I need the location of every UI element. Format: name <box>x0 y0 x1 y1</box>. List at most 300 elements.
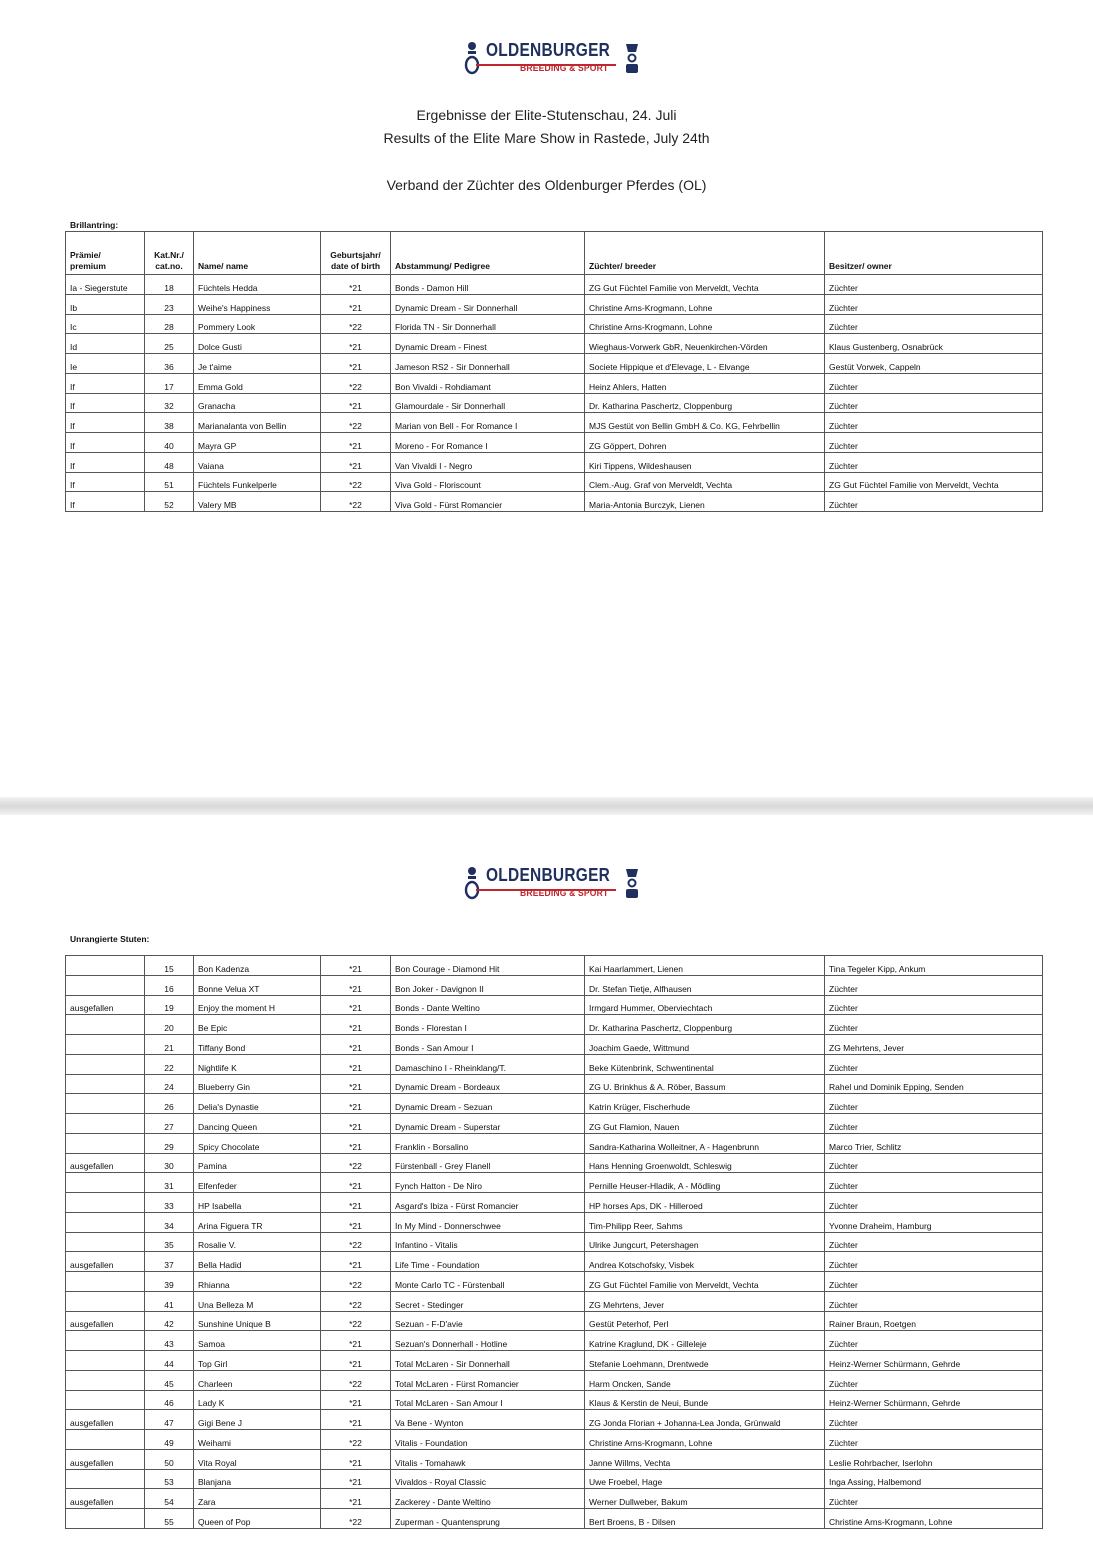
cell-catno: 40 <box>145 433 194 453</box>
table-row <box>66 1074 1043 1094</box>
cell-name: Granacha <box>194 393 321 413</box>
cell-name: Spicy Chocolate <box>194 1133 321 1153</box>
cell-catno: 35 <box>145 1232 194 1252</box>
cell-premium <box>66 1469 145 1489</box>
table-row <box>66 1390 1043 1410</box>
cell-premium <box>66 1390 145 1410</box>
cell-owner: Züchter <box>825 373 1043 393</box>
cell-catno: 24 <box>145 1074 194 1094</box>
cell-catno: 16 <box>145 975 194 995</box>
association-name: Verband der Züchter des Oldenburger Pferdes (OL) <box>386 177 707 193</box>
cell-breeder: Clem.-Aug. Graf von Merveldt, Vechta <box>585 472 825 492</box>
cell-owner: Züchter <box>825 1252 1043 1272</box>
cell-breeder: Uwe Froebel, Hage <box>585 1469 825 1489</box>
cell-dob: *21 <box>321 1015 391 1035</box>
cell-breeder: Societe Hippique et d'Elevage, L - Elvange <box>585 354 825 374</box>
horse-emblem-icon <box>462 40 482 76</box>
cell-breeder: Beke Kütenbrink, Schwentinental <box>585 1054 825 1074</box>
table-row <box>66 956 1043 976</box>
cell-owner: Marco Trier, Schlitz <box>825 1133 1043 1153</box>
crest-icon <box>622 40 642 76</box>
cell-owner: Züchter <box>825 1114 1043 1134</box>
table-row <box>66 1212 1043 1232</box>
cell-dob: *21 <box>321 1469 391 1489</box>
cell-pedigree: Total McLaren - San Amour I <box>391 1390 585 1410</box>
cell-breeder: Gestüt Peterhof, Perl <box>585 1311 825 1331</box>
cell-pedigree: Vitalis - Foundation <box>391 1430 585 1450</box>
cell-breeder: ZG Gut Füchtel Familie von Merveldt, Vechta <box>585 1272 825 1292</box>
cell-premium: Ie <box>66 354 145 374</box>
cell-owner: Rainer Braun, Roetgen <box>825 1311 1043 1331</box>
table-row <box>66 334 1043 354</box>
cell-dob: *22 <box>321 1430 391 1450</box>
cell-name: Bella Hadid <box>194 1252 321 1272</box>
cell-pedigree: Glamourdale - Sir Donnerhall <box>391 393 585 413</box>
cell-breeder: Pernille Heuser-Hladik, A - Mödling <box>585 1173 825 1193</box>
cell-pedigree: Bonds - San Amour I <box>391 1035 585 1055</box>
cell-name: Vaiana <box>194 452 321 472</box>
cell-catno: 46 <box>145 1390 194 1410</box>
cell-name: Elfenfeder <box>194 1173 321 1193</box>
cell-dob: *21 <box>321 1193 391 1213</box>
cell-pedigree: Zackerey - Dante Weltino <box>391 1489 585 1509</box>
cell-pedigree: Damaschino I - Rheinklang/T. <box>391 1054 585 1074</box>
cell-premium <box>66 1430 145 1450</box>
cell-premium: ausgefallen <box>66 995 145 1015</box>
cell-name: Füchtels Funkelperle <box>194 472 321 492</box>
cell-breeder: Katrin Krüger, Fischerhude <box>585 1094 825 1114</box>
cell-premium: Ia - Siegerstute <box>66 275 145 295</box>
cell-breeder: Kiri Tippens, Wildeshausen <box>585 452 825 472</box>
cell-premium: If <box>66 393 145 413</box>
cell-pedigree: Viva Gold - Floriscount <box>391 472 585 492</box>
cell-name: Weihe's Happiness <box>194 294 321 314</box>
cell-catno: 43 <box>145 1331 194 1351</box>
cell-pedigree: Sezuan's Donnerhall - Hotline <box>391 1331 585 1351</box>
cell-pedigree: Bonds - Florestan I <box>391 1015 585 1035</box>
cell-pedigree: Life Time - Foundation <box>391 1252 585 1272</box>
cell-owner: Züchter <box>825 294 1043 314</box>
cell-breeder: HP horses Aps, DK - Hilleroed <box>585 1193 825 1213</box>
cell-pedigree: Bon Courage - Diamond Hit <box>391 956 585 976</box>
table-row <box>66 1331 1043 1351</box>
table-row <box>66 975 1043 995</box>
cell-pedigree: Dynamic Dream - Sezuan <box>391 1094 585 1114</box>
cell-name: Blanjana <box>194 1469 321 1489</box>
cell-breeder: Irmgard Hummer, Oberviechtach <box>585 995 825 1015</box>
cell-dob: *22 <box>321 314 391 334</box>
table-row <box>66 1252 1043 1272</box>
cell-owner: Tina Tegeler Kipp, Ankum <box>825 956 1043 976</box>
cell-premium: Ic <box>66 314 145 334</box>
cell-dob: *22 <box>321 1370 391 1390</box>
cell-dob: *21 <box>321 956 391 976</box>
cell-dob: *21 <box>321 354 391 374</box>
cell-catno: 34 <box>145 1212 194 1232</box>
cell-owner: Züchter <box>825 1489 1043 1509</box>
cell-breeder: Tim-Philipp Reer, Sahms <box>585 1212 825 1232</box>
cell-owner: Inga Assing, Halbemond <box>825 1469 1043 1489</box>
cell-catno: 51 <box>145 472 194 492</box>
cell-pedigree: Bonds - Damon Hill <box>391 275 585 295</box>
cell-owner: Rahel und Dominik Epping, Senden <box>825 1074 1043 1094</box>
cell-dob: *21 <box>321 334 391 354</box>
cell-dob: *22 <box>321 413 391 433</box>
cell-pedigree: Monte Carlo TC - Fürstenball <box>391 1272 585 1292</box>
table-row <box>66 995 1043 1015</box>
cell-dob: *21 <box>321 1449 391 1469</box>
cell-catno: 18 <box>145 275 194 295</box>
cell-dob: *21 <box>321 1114 391 1134</box>
cell-owner: Züchter <box>825 1291 1043 1311</box>
cell-breeder: Andrea Kotschofsky, Visbek <box>585 1252 825 1272</box>
cell-pedigree: Marian von Bell - For Romance I <box>391 413 585 433</box>
cell-catno: 55 <box>145 1509 194 1529</box>
cell-premium <box>66 1331 145 1351</box>
cell-breeder: Maria-Antonia Burczyk, Lienen <box>585 492 825 512</box>
cell-dob: *21 <box>321 1331 391 1351</box>
cell-catno: 25 <box>145 334 194 354</box>
cell-owner: ZG Mehrtens, Jever <box>825 1035 1043 1055</box>
cell-dob: *21 <box>321 1133 391 1153</box>
header-catno: Kat.Nr./ cat.no. <box>145 232 194 275</box>
cell-pedigree: Franklin - Borsalino <box>391 1133 585 1153</box>
cell-breeder: Joachim Gaede, Wittmund <box>585 1035 825 1055</box>
section-label-unrangiert: Unrangierte Stuten: <box>70 934 150 944</box>
cell-dob: *21 <box>321 1489 391 1509</box>
cell-dob: *21 <box>321 433 391 453</box>
cell-pedigree: Jameson RS2 - Sir Donnerhall <box>391 354 585 374</box>
table-row <box>66 1410 1043 1430</box>
cell-name: Nightlife K <box>194 1054 321 1074</box>
cell-premium <box>66 1074 145 1094</box>
cell-catno: 53 <box>145 1469 194 1489</box>
cell-catno: 17 <box>145 373 194 393</box>
cell-pedigree: Infantino - Vitalis <box>391 1232 585 1252</box>
cell-breeder: Dr. Katharina Paschertz, Cloppenburg <box>585 1015 825 1035</box>
cell-name: Tiffany Bond <box>194 1035 321 1055</box>
cell-premium <box>66 1114 145 1134</box>
cell-breeder: Kai Haarlammert, Lienen <box>585 956 825 976</box>
title-german: Ergebnisse der Elite-Stutenschau, 24. Juli <box>416 107 677 123</box>
table-row <box>66 1015 1043 1035</box>
cell-catno: 26 <box>145 1094 194 1114</box>
brillantring-table <box>65 231 1043 512</box>
cell-catno: 19 <box>145 995 194 1015</box>
cell-name: Enjoy the moment H <box>194 995 321 1015</box>
cell-owner: Züchter <box>825 1370 1043 1390</box>
cell-name: Blueberry Gin <box>194 1074 321 1094</box>
cell-premium: ausgefallen <box>66 1449 145 1469</box>
cell-catno: 29 <box>145 1133 194 1153</box>
cell-breeder: Katrine Kraglund, DK - Gilleleje <box>585 1331 825 1351</box>
cell-owner: Züchter <box>825 1331 1043 1351</box>
table-row <box>66 1311 1043 1331</box>
cell-catno: 44 <box>145 1351 194 1371</box>
cell-pedigree: Moreno - For Romance I <box>391 433 585 453</box>
cell-pedigree: Sezuan - F-D'avie <box>391 1311 585 1331</box>
cell-breeder: Bert Broens, B - Dilsen <box>585 1509 825 1529</box>
cell-name: Vita Royal <box>194 1449 321 1469</box>
header-breeder: Züchter/ breeder <box>585 232 825 275</box>
cell-dob: *21 <box>321 393 391 413</box>
cell-breeder: Werner Dullweber, Bakum <box>585 1489 825 1509</box>
cell-dob: *21 <box>321 452 391 472</box>
cell-dob: *22 <box>321 1232 391 1252</box>
cell-pedigree: Total McLaren - Sir Donnerhall <box>391 1351 585 1371</box>
cell-catno: 41 <box>145 1291 194 1311</box>
cell-dob: *21 <box>321 1410 391 1430</box>
cell-catno: 27 <box>145 1114 194 1134</box>
document-page-2 <box>0 815 1093 1556</box>
cell-name: Top Girl <box>194 1351 321 1371</box>
cell-catno: 28 <box>145 314 194 334</box>
table-row <box>66 1449 1043 1469</box>
cell-breeder: Klaus & Kerstin de Neui, Bunde <box>585 1390 825 1410</box>
cell-owner: Züchter <box>825 492 1043 512</box>
cell-dob: *22 <box>321 1509 391 1529</box>
cell-breeder: ZG Mehrtens, Jever <box>585 1291 825 1311</box>
cell-premium: If <box>66 492 145 512</box>
cell-owner: Züchter <box>825 1193 1043 1213</box>
cell-premium: If <box>66 373 145 393</box>
cell-pedigree: Viva Gold - Fürst Romancier <box>391 492 585 512</box>
cell-dob: *22 <box>321 492 391 512</box>
cell-premium: ausgefallen <box>66 1311 145 1331</box>
cell-premium: Ib <box>66 294 145 314</box>
cell-pedigree: In My Mind - Donnerschwee <box>391 1212 585 1232</box>
cell-premium <box>66 1094 145 1114</box>
cell-name: Gigi Bene J <box>194 1410 321 1430</box>
table-row <box>66 1094 1043 1114</box>
table-row <box>66 1509 1043 1529</box>
cell-breeder: Stefanie Loehmann, Drentwede <box>585 1351 825 1371</box>
section-label-brillantring: Brillantring: <box>70 220 119 230</box>
cell-dob: *21 <box>321 1074 391 1094</box>
cell-breeder: MJS Gestüt von Bellin GmbH & Co. KG, Fehrbellin <box>585 413 825 433</box>
cell-name: Valery MB <box>194 492 321 512</box>
cell-owner: Züchter <box>825 1430 1043 1450</box>
cell-name: Pamina <box>194 1153 321 1173</box>
cell-dob: *21 <box>321 1054 391 1074</box>
cell-catno: 37 <box>145 1252 194 1272</box>
table-row <box>66 1430 1043 1450</box>
table-row <box>66 472 1043 492</box>
page-separator <box>0 797 1093 815</box>
cell-breeder: Sandra-Katharina Wolleitner, A - Hagenbrunn <box>585 1133 825 1153</box>
cell-catno: 23 <box>145 294 194 314</box>
cell-premium: If <box>66 472 145 492</box>
oldenburger-logo <box>458 865 643 905</box>
table-row <box>66 413 1043 433</box>
table-row <box>66 1489 1043 1509</box>
cell-breeder: Dr. Katharina Paschertz, Cloppenburg <box>585 393 825 413</box>
cell-pedigree: Secret - Stedinger <box>391 1291 585 1311</box>
cell-name: Be Epic <box>194 1015 321 1035</box>
cell-name: Bonne Velua XT <box>194 975 321 995</box>
cell-breeder: ZG Gut Flamion, Nauen <box>585 1114 825 1134</box>
cell-catno: 52 <box>145 492 194 512</box>
cell-breeder: Harm Oncken, Sande <box>585 1370 825 1390</box>
cell-catno: 32 <box>145 393 194 413</box>
cell-dob: *22 <box>321 1153 391 1173</box>
cell-premium <box>66 1054 145 1074</box>
cell-owner: Züchter <box>825 1094 1043 1114</box>
table-row <box>66 1173 1043 1193</box>
cell-dob: *21 <box>321 1173 391 1193</box>
table-row <box>66 1291 1043 1311</box>
cell-name: Weihami <box>194 1430 321 1450</box>
cell-owner: Klaus Gustenberg, Osnabrück <box>825 334 1043 354</box>
cell-catno: 42 <box>145 1311 194 1331</box>
cell-name: Dancing Queen <box>194 1114 321 1134</box>
cell-owner: Züchter <box>825 393 1043 413</box>
cell-premium <box>66 1351 145 1371</box>
cell-owner: Züchter <box>825 1153 1043 1173</box>
cell-owner: Züchter <box>825 1173 1043 1193</box>
header-premium: Prämie/ premium <box>66 232 145 275</box>
cell-premium <box>66 1272 145 1292</box>
cell-dob: *21 <box>321 275 391 295</box>
cell-dob: *21 <box>321 1094 391 1114</box>
table-row <box>66 354 1043 374</box>
cell-owner: Züchter <box>825 433 1043 453</box>
cell-premium <box>66 1015 145 1035</box>
logo-brand-text: OLDENBURGER <box>486 865 611 885</box>
cell-pedigree: Asgard's Ibiza - Fürst Romancier <box>391 1193 585 1213</box>
cell-premium: ausgefallen <box>66 1489 145 1509</box>
logo-sub-text: BREEDING & SPORT <box>520 63 609 74</box>
table-row <box>66 294 1043 314</box>
table-row <box>66 1351 1043 1371</box>
cell-dob: *21 <box>321 1212 391 1232</box>
cell-breeder: Christine Arns-Krogmann, Lohne <box>585 314 825 334</box>
logo-brand-text: OLDENBURGER <box>486 40 611 60</box>
cell-premium <box>66 1035 145 1055</box>
cell-premium <box>66 1193 145 1213</box>
cell-breeder: Heinz Ahlers, Hatten <box>585 373 825 393</box>
cell-pedigree: Dynamic Dream - Bordeaux <box>391 1074 585 1094</box>
cell-premium <box>66 1291 145 1311</box>
cell-catno: 54 <box>145 1489 194 1509</box>
cell-name: Rosalie V. <box>194 1232 321 1252</box>
oldenburger-logo <box>458 40 643 80</box>
cell-owner: Züchter <box>825 452 1043 472</box>
cell-name: Pommery Look <box>194 314 321 334</box>
cell-owner: Yvonne Draheim, Hamburg <box>825 1212 1043 1232</box>
cell-dob: *21 <box>321 1252 391 1272</box>
cell-dob: *22 <box>321 1291 391 1311</box>
cell-catno: 47 <box>145 1410 194 1430</box>
cell-breeder: Christine Arns-Krogmann, Lohne <box>585 294 825 314</box>
cell-dob: *21 <box>321 1351 391 1371</box>
cell-breeder: Wieghaus-Vorwerk GbR, Neuenkirchen-Vörden <box>585 334 825 354</box>
cell-owner: Züchter <box>825 975 1043 995</box>
table-row <box>66 1153 1043 1173</box>
table-row <box>66 373 1043 393</box>
cell-premium <box>66 1133 145 1153</box>
cell-name: Rhianna <box>194 1272 321 1292</box>
cell-name: Delia's Dynastie <box>194 1094 321 1114</box>
cell-owner: Züchter <box>825 1410 1043 1430</box>
cell-premium: ausgefallen <box>66 1252 145 1272</box>
cell-owner: Heinz-Werner Schürmann, Gehrde <box>825 1351 1043 1371</box>
cell-name: Sunshine Unique B <box>194 1311 321 1331</box>
cell-catno: 30 <box>145 1153 194 1173</box>
cell-owner: Züchter <box>825 995 1043 1015</box>
table-row <box>66 393 1043 413</box>
cell-pedigree: Dynamic Dream - Finest <box>391 334 585 354</box>
cell-catno: 31 <box>145 1173 194 1193</box>
cell-owner: ZG Gut Füchtel Familie von Merveldt, Vechta <box>825 472 1043 492</box>
header-name: Name/ name <box>194 232 321 275</box>
header-owner: Besitzer/ owner <box>825 232 1043 275</box>
cell-name: Dolce Gusti <box>194 334 321 354</box>
cell-name: Lady K <box>194 1390 321 1410</box>
cell-name: Queen of Pop <box>194 1509 321 1529</box>
cell-catno: 36 <box>145 354 194 374</box>
cell-pedigree: Bonds - Dante Weltino <box>391 995 585 1015</box>
cell-owner: Züchter <box>825 1015 1043 1035</box>
logo-sub-text: BREEDING & SPORT <box>520 888 609 899</box>
cell-owner: Züchter <box>825 413 1043 433</box>
cell-premium <box>66 1370 145 1390</box>
cell-dob: *21 <box>321 1390 391 1410</box>
cell-premium: If <box>66 452 145 472</box>
cell-owner: Züchter <box>825 1054 1043 1074</box>
table-row <box>66 492 1043 512</box>
cell-premium: If <box>66 433 145 453</box>
cell-dob: *22 <box>321 1311 391 1331</box>
cell-name: HP Isabella <box>194 1193 321 1213</box>
cell-premium <box>66 1173 145 1193</box>
cell-catno: 48 <box>145 452 194 472</box>
table-row <box>66 275 1043 295</box>
cell-catno: 49 <box>145 1430 194 1450</box>
cell-owner: Züchter <box>825 314 1043 334</box>
table-row <box>66 1035 1043 1055</box>
unranked-mares-table <box>65 955 1043 1529</box>
cell-dob: *21 <box>321 995 391 1015</box>
cell-owner: Leslie Rohrbacher, Iserlohn <box>825 1449 1043 1469</box>
cell-name: Emma Gold <box>194 373 321 393</box>
cell-pedigree: Vitalis - Tomahawk <box>391 1449 585 1469</box>
cell-dob: *22 <box>321 373 391 393</box>
cell-pedigree: Bon Joker - Davignon II <box>391 975 585 995</box>
cell-pedigree: Zuperman - Quantensprung <box>391 1509 585 1529</box>
cell-catno: 39 <box>145 1272 194 1292</box>
cell-pedigree: Dynamic Dream - Sir Donnerhall <box>391 294 585 314</box>
cell-owner: Heinz-Werner Schürmann, Gehrde <box>825 1390 1043 1410</box>
cell-name: Marianalanta von Bellin <box>194 413 321 433</box>
cell-catno: 21 <box>145 1035 194 1055</box>
cell-premium <box>66 975 145 995</box>
table-row <box>66 1272 1043 1292</box>
cell-breeder: ZG Göppert, Dohren <box>585 433 825 453</box>
cell-dob: *21 <box>321 1035 391 1055</box>
cell-name: Samoa <box>194 1331 321 1351</box>
cell-catno: 33 <box>145 1193 194 1213</box>
cell-catno: 20 <box>145 1015 194 1035</box>
cell-owner: Gestüt Vorwek, Cappeln <box>825 354 1043 374</box>
cell-pedigree: Dynamic Dream - Superstar <box>391 1114 585 1134</box>
cell-pedigree: Total McLaren - Fürst Romancier <box>391 1370 585 1390</box>
cell-breeder: Dr. Stefan Tietje, Alfhausen <box>585 975 825 995</box>
cell-breeder: ZG Gut Füchtel Familie von Merveldt, Vechta <box>585 275 825 295</box>
table-row <box>66 1193 1043 1213</box>
table-row <box>66 314 1043 334</box>
cell-breeder: ZG Jonda Florian + Johanna-Lea Jonda, Grünwald <box>585 1410 825 1430</box>
